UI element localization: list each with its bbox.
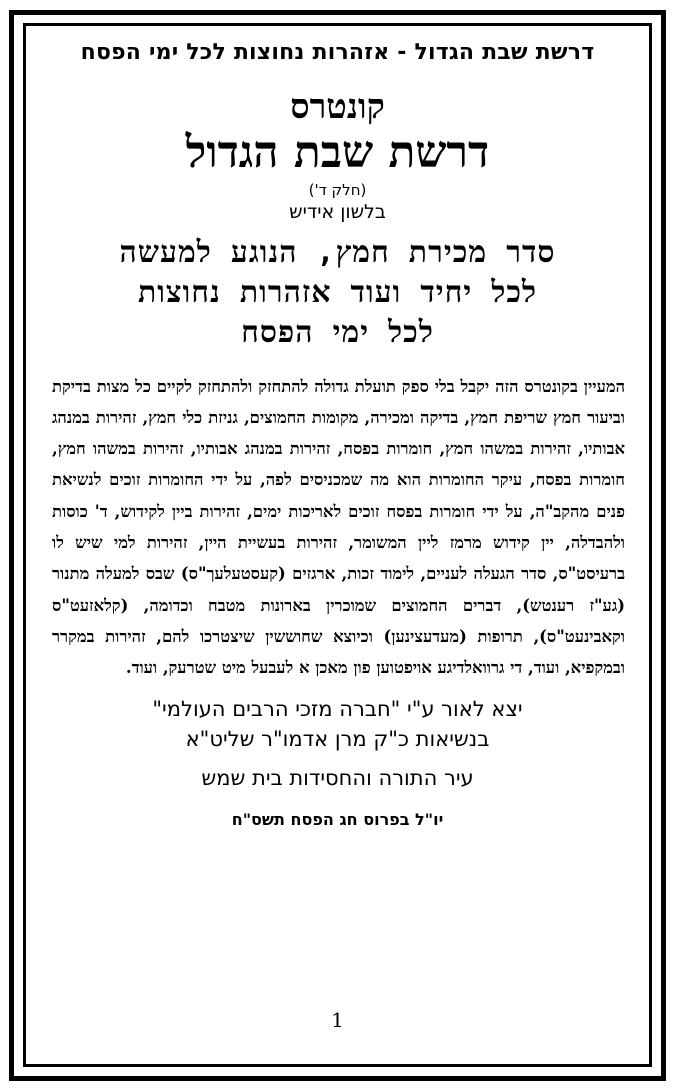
city-line: עיר התורה והחסידות בית שמש: [201, 765, 474, 790]
subject-line: לכל ימי הפסח: [241, 314, 434, 350]
subject-line: סדר מכירת חמץ, הנוגע למעשה: [119, 234, 556, 270]
main-title: דרשת שבת הגדול: [185, 127, 490, 179]
publisher-block: [40, 694, 635, 754]
publication-date: יו"ל בפרוס חג הפסח תשס"ח: [231, 809, 444, 829]
part-label: (חלק ד'): [308, 180, 367, 199]
description-paragraph: המעיין בקונטרס הזה יקבל בלי ספק תועלת גדולה להתחזק ולהתחזק לקיים כל מצות בדיקת וביעור חמץ שריפת חמץ, בדיקה ומכירה, מקומות החמוצים, גניזת כלי חמץ, זהירות במנהג אבותיו, זהירות במשהו חמץ, חומרות בפסח, זהירות במנהג אבותיו, זהירות במשהו חמץ, חומרות בפסח, עיקר החומרות הוא מה שמכניסים לפה, על ידי החומרות זוכים לנשיאת פנים מהקב"ה, על ידי חומרות בפסח זוכים לאריכות ימים, זהירות ביין לקידוש, ד' כוסות ולהבדלה, יין קידוש מרמז ליין המשומר, זהירות בעשיית היין, זהירות למי שיש לו ברעיסט"ס, סדר הגעלה לעניים, לימוד זכות, ארגזים (קעסטעלעך"ס) שבס למעלה מתנור (גע"ז רענטש), דברים החמוצים שמוכרין בארונות מטבח וכדומה, (קלאזעט"ס וקאבינעט"ס), תרופות (מעדעצינען) וכיוצא שחוששין שיצטרכו להם, זהירות במקרר ובמקפיא, ועוד, די גרוואלדיגע אויפטוען פון מאכן א לעבעל מיט שטרעק, ועוד.: [52, 376, 625, 678]
running-header: דרשת שבת הגדול - אזהרות נחוצות לכל ימי הפסח: [80, 40, 595, 65]
subject-heading: [40, 233, 635, 353]
publisher-line: בנשיאות כ"ק מרן אדמו"ר שליט"א: [185, 726, 490, 751]
language-note: בלשון אידיש: [289, 200, 386, 223]
booklet-label: קונטרס: [290, 87, 385, 127]
subject-line: לכל יחיד ועוד אזהרות נחוצות: [137, 274, 538, 310]
publisher-line: יצא לאור ע"י "חברה מזכי הרבים העולמי": [152, 696, 523, 721]
page-number: 1: [331, 1008, 344, 1032]
title-page: [40, 30, 635, 1070]
